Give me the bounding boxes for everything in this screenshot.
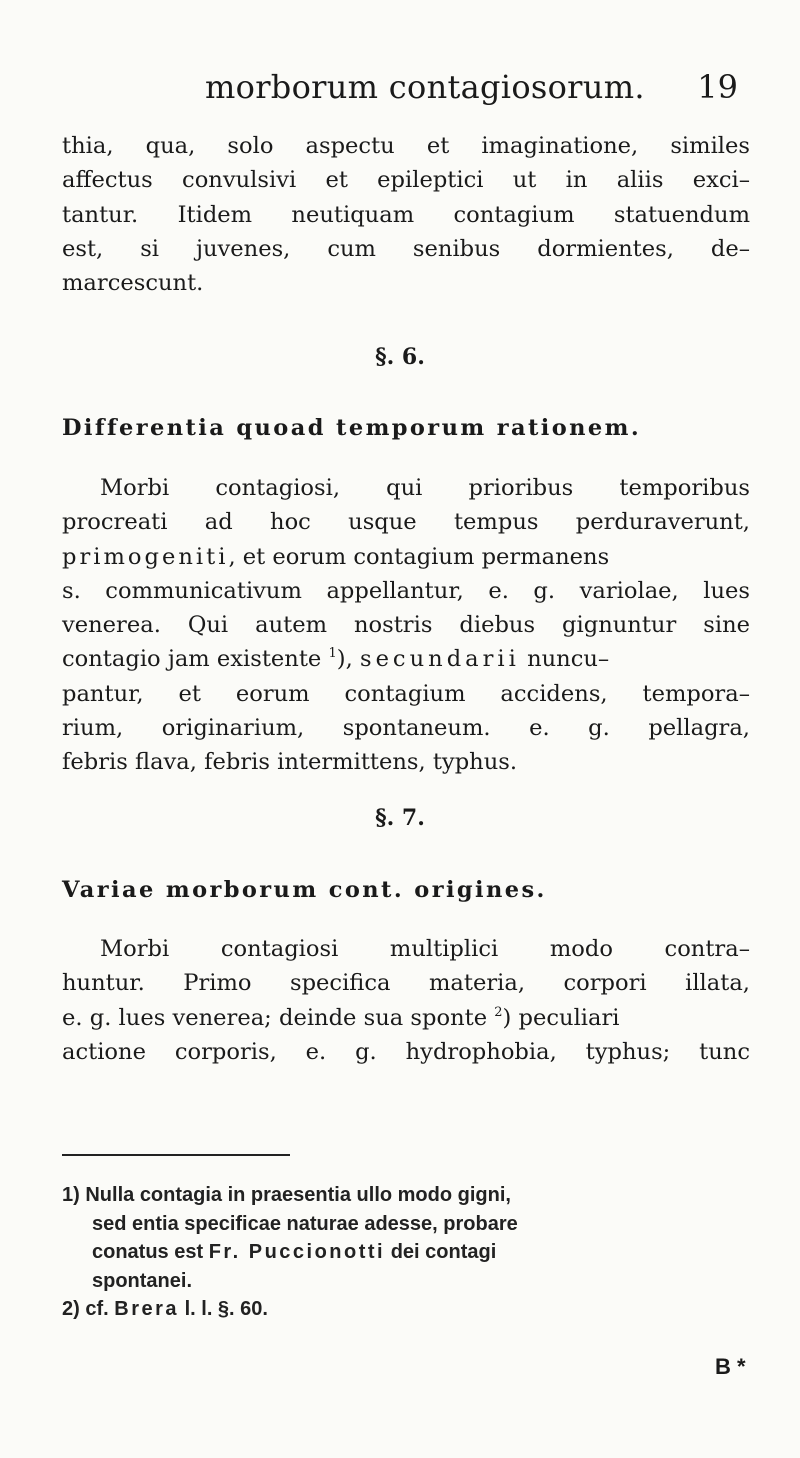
text-line: Morbi contagiosi, qui prioribus temporibus (100, 475, 750, 501)
author-name: Brera (114, 1298, 180, 1321)
text-run: e. g. lues venerea; deinde sua sponte (62, 1004, 488, 1031)
footnote-text: cf. (85, 1298, 109, 1321)
running-title: morborum contagiosorum. (205, 68, 645, 106)
page-number: 19 (697, 68, 738, 106)
footnote-text: Nulla contagia in praesentia ullo modo gigni, (85, 1184, 511, 1206)
emphasis-primogeniti: primogeniti (62, 543, 229, 570)
footnotes (62, 1181, 750, 1324)
footnote-1-number: 1) (62, 1184, 80, 1206)
text-line: pantur, et eorum contagium accidens, tempora– (62, 680, 750, 707)
emphasis-secundarii: secundarii (359, 646, 520, 673)
text-line (62, 642, 750, 676)
section-7-mark: §. 7. (375, 805, 425, 831)
footnote-text: l. l. §. 60. (184, 1298, 268, 1321)
text-run: , et eorum contagium permanens (228, 543, 610, 570)
text-line: Morbi contagiosi multiplici modo contra– (100, 936, 750, 962)
footnote-ref-1: 1 (328, 646, 337, 662)
section-6-mark: §. 6. (375, 344, 425, 370)
text-line (62, 540, 750, 574)
text-run: contagio jam existente (62, 646, 322, 673)
text-line: affectus convulsivi et epileptici ut in aliis exci– (62, 167, 750, 194)
footnote-1-line (62, 1238, 750, 1267)
footnote-text: conatus est (92, 1241, 204, 1264)
footnote-2-number: 2) (62, 1298, 80, 1321)
text-line (62, 1001, 750, 1035)
text-run: ), (336, 646, 353, 673)
text-run: nuncu– (527, 646, 610, 673)
signature-mark: B * (715, 1354, 746, 1379)
text-line: venerea. Qui autem nostris diebus gignuntur sine (62, 612, 750, 639)
page-header (0, 68, 800, 108)
paragraph-1 (62, 129, 750, 300)
footnote-1-line (62, 1181, 750, 1210)
text-line: rium, originarium, spontaneum. e. g. pellagra, (62, 715, 750, 742)
footnote-text: dei contagi (390, 1241, 497, 1264)
text-line: huntur. Primo specifica materia, corpori illata, (62, 970, 750, 997)
author-name: Fr. Puccionotti (208, 1241, 386, 1264)
footnote-1-line: spontanei. (92, 1269, 193, 1292)
footnote-1-line: sed entia specificae naturae adesse, probare (92, 1212, 518, 1235)
text-line: thia, qua, solo aspectu et imaginatione, similes (62, 133, 750, 159)
text-run: ) peculiari (502, 1004, 620, 1031)
text-line: actione corporis, e. g. hydrophobia, typhus; tunc (62, 1038, 750, 1065)
footnote-2-line (62, 1295, 750, 1324)
text-line: procreati ad hoc usque tempus perduraverunt, (62, 509, 750, 536)
section-7-paragraph (62, 932, 750, 1069)
footnote-ref-2: 2 (494, 1004, 503, 1020)
text-line: tantur. Itidem neutiquam contagium statuendum (62, 201, 750, 228)
section-7-heading: Variae morborum cont. origines. (62, 877, 547, 903)
text-line: febris flava, febris intermittens, typhus. (62, 749, 518, 776)
text-line: marcescunt. (62, 270, 204, 297)
text-line: s. communicativum appellantur, e. g. variolae, lues (62, 577, 750, 604)
text-line: est, si juvenes, cum senibus dormientes, de– (62, 235, 750, 262)
footnote-divider (62, 1154, 290, 1156)
section-6-heading: Differentia quoad temporum rationem. (62, 415, 642, 441)
section-6-paragraph (62, 471, 750, 780)
